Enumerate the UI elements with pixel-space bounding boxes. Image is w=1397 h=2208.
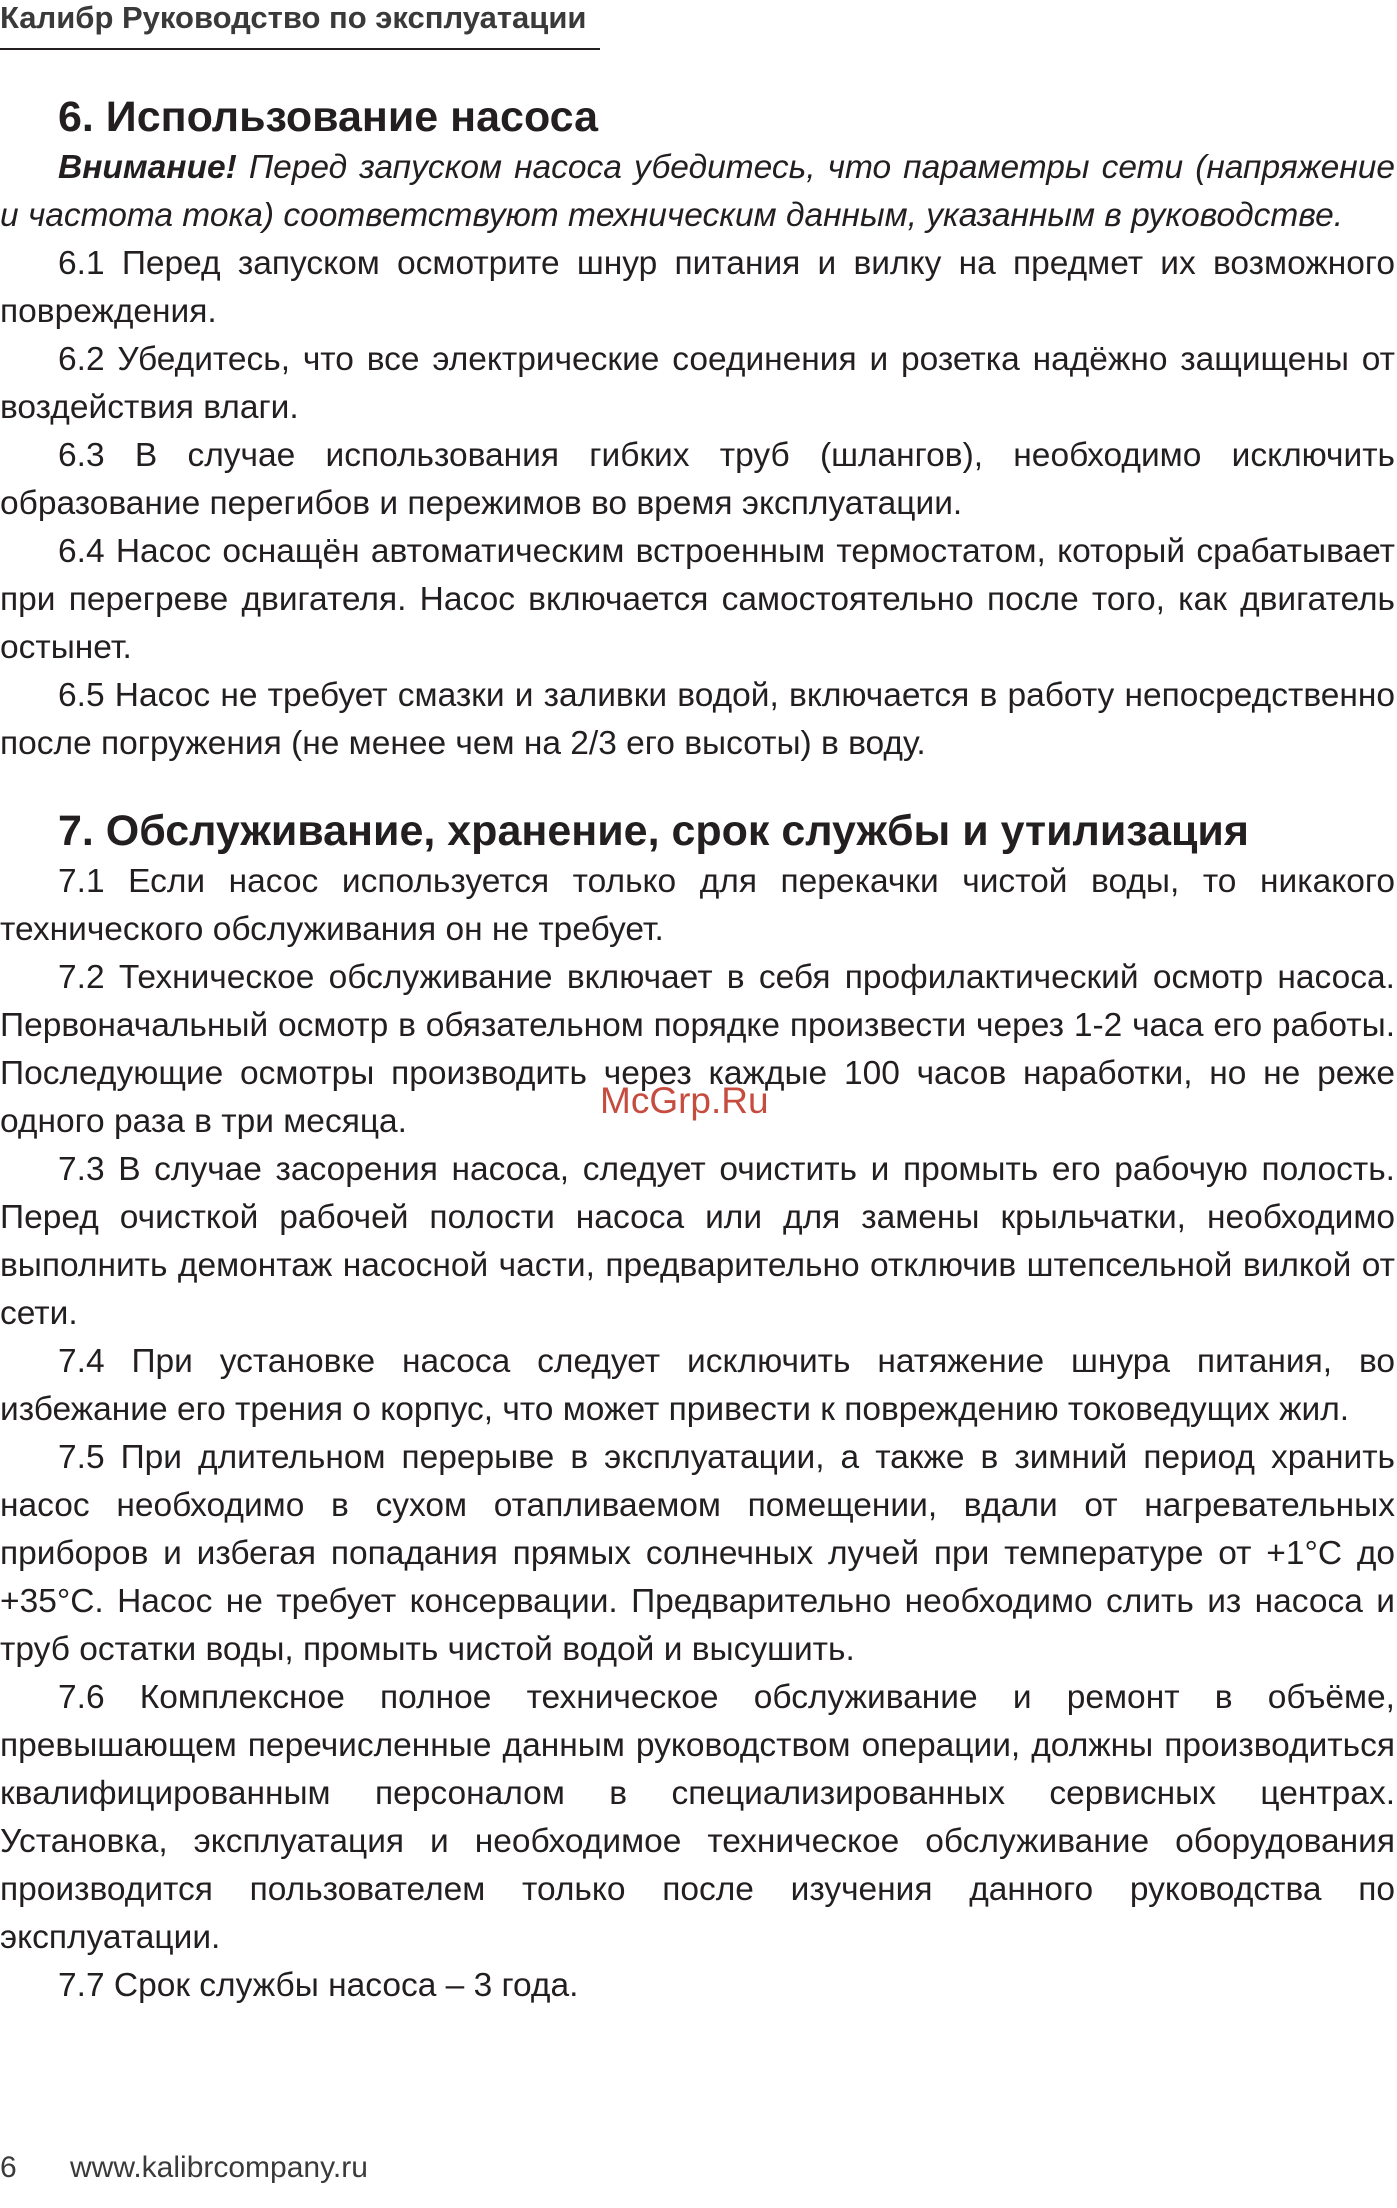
section-title-6: 6. Использование насоса bbox=[58, 93, 599, 141]
running-header: Калибр Руководство по эксплуатации bbox=[0, 0, 600, 50]
page-number: 6 bbox=[0, 2151, 17, 2184]
paragraph-6-1: 6.1 Перед запуском осмотрите шнур питания и вилку на предмет их возможного повреждения. bbox=[0, 245, 1395, 330]
warning-paragraph bbox=[0, 144, 1395, 240]
section-title-7: 7. Обслуживание, хранение, срок службы и утилизация bbox=[58, 807, 1249, 855]
paragraph-7-6: 7.6 Комплексное полное техническое обслуживание и ремонт в объёме, превышающем перечисленные данным руководством операции, должны производиться квалифицированным персоналом в специализированных сервисных центрах. Установка, эксплуатация и необходимое техническое обслуживание оборудования производится пользователем только после изучения данного руководства по эксплуатации. bbox=[0, 1679, 1395, 1956]
paragraph-6-2: 6.2 Убедитесь, что все электрические соединения и розетка надёжно защищены от воздействия влаги. bbox=[0, 341, 1395, 426]
warning-lead: Внимание! bbox=[58, 149, 237, 186]
paragraph-7-7: 7.7 Срок службы насоса – 3 года. bbox=[58, 1967, 579, 2004]
paragraph-6-3: 6.3 В случае использования гибких труб (шлангов), необходимо исключить образование перегибов и пережимов во время эксплуатации. bbox=[0, 437, 1395, 522]
paragraph-7-4: 7.4 При установке насоса следует исключить натяжение шнура питания, во избежание его трения о корпус, что может привести к повреждению токоведущих жил. bbox=[0, 1343, 1395, 1428]
watermark: McGrp.Ru bbox=[600, 1080, 769, 1121]
warning-text: Перед запуском насоса убедитесь, что параметры сети (напряжение и частота тока) соответствуют техническим данным, указанным в руководстве. bbox=[0, 149, 1395, 234]
paragraph-7-3: 7.3 В случае засорения насоса, следует очистить и промыть его рабочую полость. Перед очисткой рабочей полости насоса или для замены крыльчатки, необходимо выполнить демонтаж насосной части, предварительно отключив штепсельной вилкой от сети. bbox=[0, 1151, 1395, 1332]
page-content bbox=[0, 90, 1395, 2010]
paragraph-7-5: 7.5 При длительном перерыве в эксплуатации, а также в зимний период хранить насос необходимо в сухом отапливаемом помещении, вдали от нагревательных приборов и избегая попадания прямых солнечных лучей при температуре от +1°С до +35°С. Насос не требует консервации. Предварительно необходимо слить из насоса и труб остатки воды, промыть чистой водой и высушить. bbox=[0, 1439, 1395, 1668]
paragraph-7-1: 7.1 Если насос используется только для перекачки чистой воды, то никакого технического обслуживания он не требует. bbox=[0, 863, 1395, 948]
paragraph-7-2: 7.2 Техническое обслуживание включает в себя профилактический осмотр насоса. Первоначальный осмотр в обязательном порядке произвести через 1-2 часа его работы. Последующие осмотры производить через каждые 100 часов наработки, но не реже одного раза в три месяца. bbox=[0, 959, 1395, 1140]
page-footer bbox=[0, 2148, 368, 2188]
paragraph-6-5: 6.5 Насос не требует смазки и заливки водой, включается в работу непосредственно после погружения (не менее чем на 2/3 его высоты) в воду. bbox=[0, 677, 1395, 762]
paragraph-6-4: 6.4 Насос оснащён автоматическим встроенным термостатом, который срабатывает при перегреве двигателя. Насос включается самостоятельно после того, как двигатель остынет. bbox=[0, 533, 1395, 666]
footer-website-link[interactable]: www.kalibrcompany.ru bbox=[70, 2151, 368, 2184]
section-gap bbox=[0, 768, 1395, 804]
